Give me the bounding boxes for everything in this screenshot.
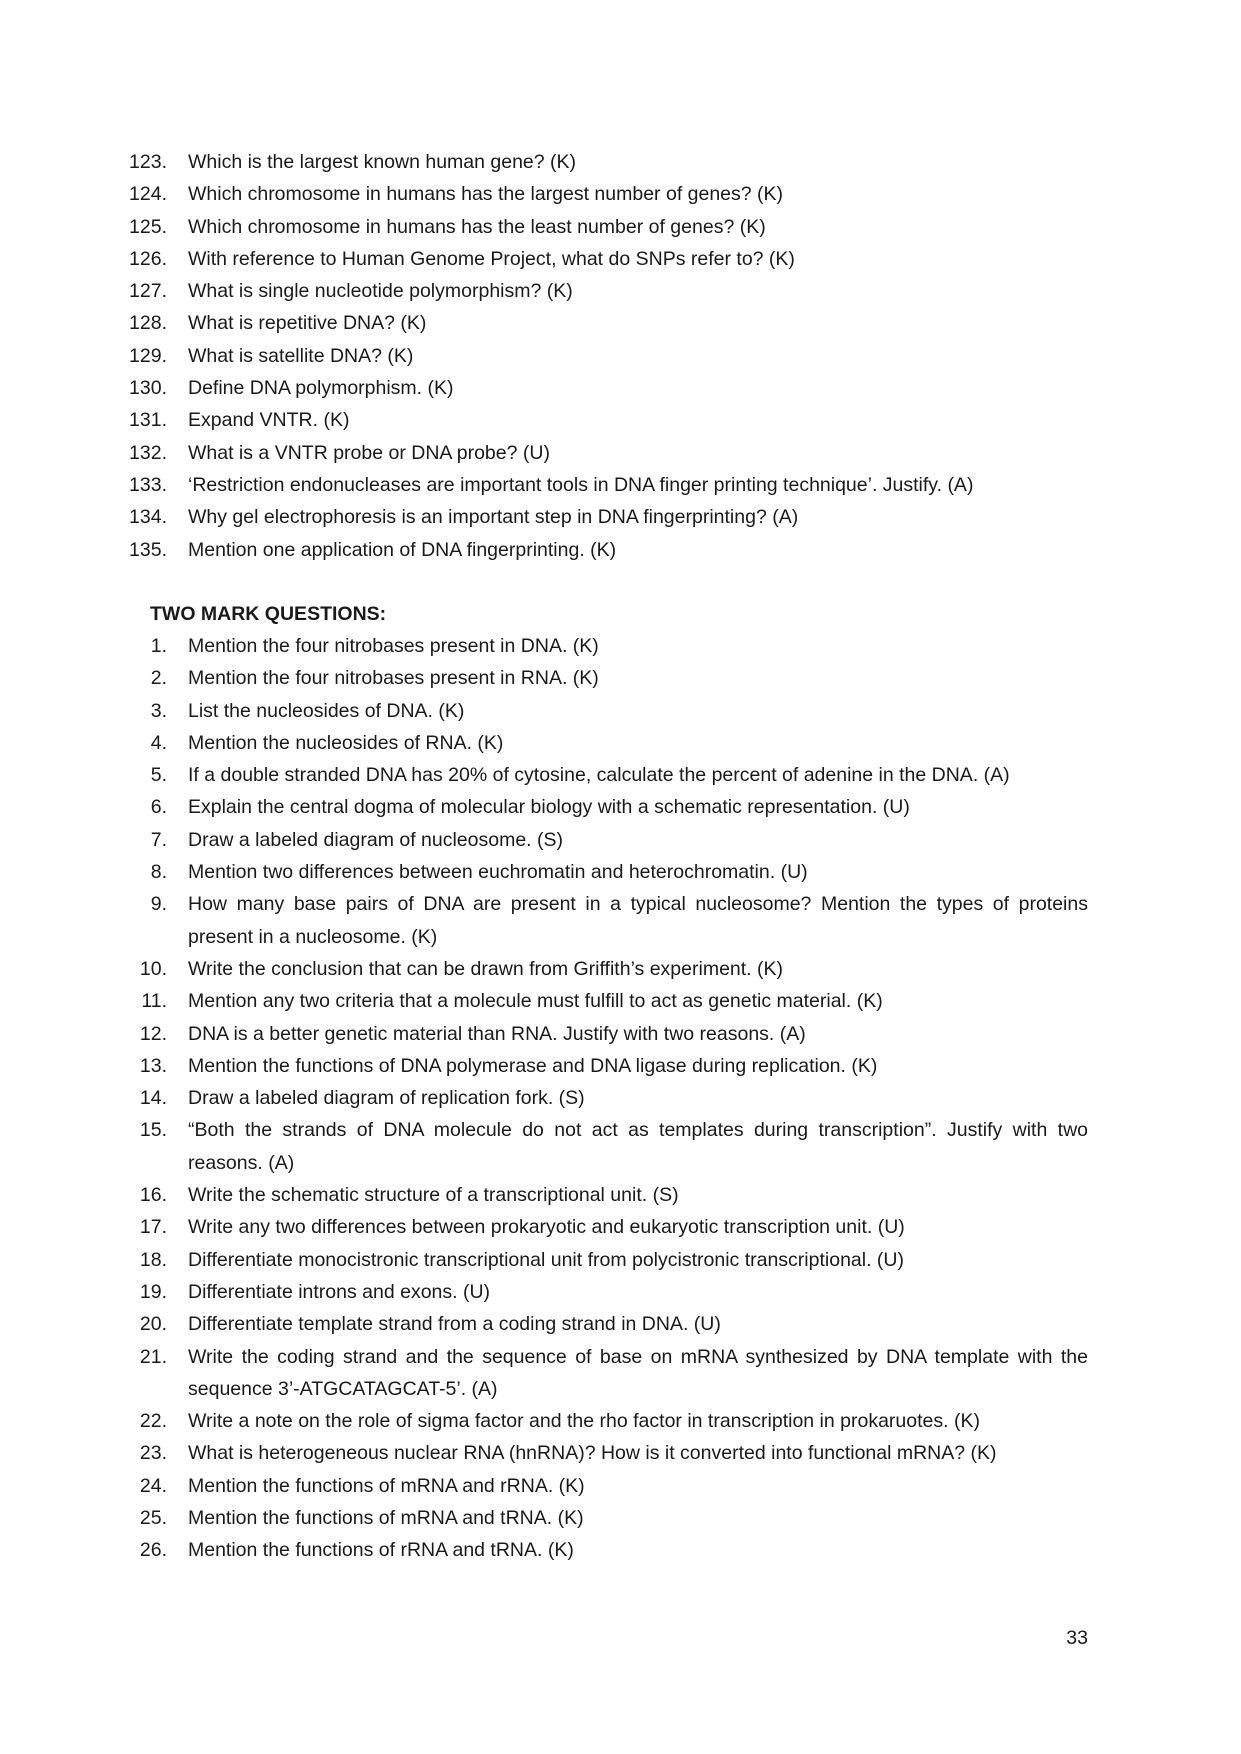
question-number: 8. xyxy=(150,861,167,884)
question-item xyxy=(0,1437,1241,1469)
question-number: 25. xyxy=(139,1507,167,1530)
question-item xyxy=(0,1534,1241,1566)
question-number: 1. xyxy=(150,635,167,657)
question-text: Differentiate monocistronic transcriptional unit from polycistronic transcriptional. (U) xyxy=(188,1248,904,1271)
question-number: 5. xyxy=(150,764,167,787)
question-item xyxy=(0,501,1241,533)
question-number: 24. xyxy=(139,1474,167,1497)
question-text: Explain the central dogma of molecular biology with a schematic representation. (U) xyxy=(188,796,910,819)
question-text: Mention the four nitrobases present in RNA. (K) xyxy=(188,667,599,690)
question-text: List the nucleosides of DNA. (K) xyxy=(188,699,465,722)
question-item xyxy=(0,1276,1241,1308)
question-number: 6. xyxy=(150,796,167,819)
question-text: Mention the functions of DNA polymerase and DNA ligase during replication. (K) xyxy=(188,1054,878,1077)
question-number: 11. xyxy=(141,990,167,1013)
question-item xyxy=(0,146,1241,178)
question-text: Why gel electrophoresis is an important step in DNA fingerprinting? (A) xyxy=(188,506,799,529)
question-text: Mention the four nitrobases present in DNA. (K) xyxy=(188,635,599,657)
question-item xyxy=(0,340,1241,372)
question-number: 12. xyxy=(139,1022,167,1045)
question-text: ‘Restriction endonucleases are important tools in DNA finger printing technique’. Justify. (A) xyxy=(188,473,974,496)
question-item xyxy=(0,243,1241,275)
question-number: 125. xyxy=(129,215,167,238)
question-text: With reference to Human Genome Project, what do SNPs refer to? (K) xyxy=(188,247,795,270)
question-number: 10. xyxy=(139,957,167,980)
question-text: Write the conclusion that can be drawn from Griffith’s experiment. (K) xyxy=(188,957,784,980)
question-item xyxy=(0,372,1241,404)
question-item xyxy=(0,856,1241,888)
question-number: 124. xyxy=(129,183,167,206)
question-number: 18. xyxy=(139,1248,167,1271)
question-item xyxy=(0,1470,1241,1502)
question-number: 19. xyxy=(139,1280,167,1303)
question-number: 9. xyxy=(150,893,167,916)
question-item xyxy=(0,1405,1241,1437)
question-number: 130. xyxy=(129,377,167,400)
question-text: What is single nucleotide polymorphism? (K) xyxy=(188,280,573,303)
question-number: 3. xyxy=(150,699,167,722)
question-number: 21. xyxy=(139,1345,167,1368)
question-text: Mention the functions of mRNA and tRNA. (K) xyxy=(188,1507,584,1530)
question-item xyxy=(0,888,1241,953)
question-number: 20. xyxy=(139,1313,167,1336)
question-text: Mention the functions of rRNA and tRNA. (K) xyxy=(188,1539,574,1562)
question-text: Mention any two criteria that a molecule must fulfill to act as genetic material. (K) xyxy=(188,990,883,1013)
question-item xyxy=(0,404,1241,436)
question-item xyxy=(0,1244,1241,1276)
question-item xyxy=(0,1082,1241,1114)
question-item xyxy=(0,695,1241,727)
question-text: DNA is a better genetic material than RNA. Justify with two reasons. (A) xyxy=(188,1022,806,1045)
question-number: 26. xyxy=(139,1539,167,1562)
question-number: 133. xyxy=(129,473,167,496)
question-number: 2. xyxy=(150,667,167,690)
question-number: 23. xyxy=(139,1442,167,1465)
question-text: Define DNA polymorphism. (K) xyxy=(188,377,454,400)
question-list-one-mark xyxy=(0,146,1241,566)
question-number: 15. xyxy=(139,1119,167,1142)
question-text: What is satellite DNA? (K) xyxy=(188,344,414,367)
question-number: 14. xyxy=(139,1087,167,1110)
question-item xyxy=(0,437,1241,469)
question-item xyxy=(0,985,1241,1017)
question-number: 129. xyxy=(129,344,167,367)
question-number: 123. xyxy=(129,151,167,173)
question-text: What is repetitive DNA? (K) xyxy=(188,312,427,335)
question-item xyxy=(0,791,1241,823)
question-text: Mention the functions of mRNA and rRNA. (K) xyxy=(188,1474,585,1497)
question-text: Which is the largest known human gene? (K) xyxy=(188,151,577,173)
question-text: Write a note on the role of sigma factor and the rho factor in transcription in prokaruotes. (K) xyxy=(188,1410,980,1433)
question-number: 126. xyxy=(129,247,167,270)
question-list-two-mark xyxy=(0,630,1241,1567)
question-text: What is heterogeneous nuclear RNA (hnRNA)? How is it converted into functional mRNA? (K) xyxy=(188,1442,997,1465)
question-number: 4. xyxy=(150,731,167,754)
question-item xyxy=(0,953,1241,985)
question-text: Expand VNTR. (K) xyxy=(188,409,350,432)
question-number: 13. xyxy=(139,1054,167,1077)
question-item xyxy=(0,1050,1241,1082)
question-number: 132. xyxy=(129,441,167,464)
question-text: Mention the nucleosides of RNA. (K) xyxy=(188,731,504,754)
question-item xyxy=(0,759,1241,791)
question-number: 17. xyxy=(139,1216,167,1239)
question-text: Draw a labeled diagram of nucleosome. (S) xyxy=(188,828,564,851)
question-item xyxy=(0,727,1241,759)
question-item xyxy=(0,211,1241,243)
question-text: If a double stranded DNA has 20% of cytosine, calculate the percent of adenine in the DNA. (A) xyxy=(188,764,1010,787)
question-item xyxy=(0,534,1241,566)
question-number: 135. xyxy=(129,538,167,561)
question-text: Which chromosome in humans has the least number of genes? (K) xyxy=(188,215,766,238)
question-text: Differentiate template strand from a coding strand in DNA. (U) xyxy=(188,1313,721,1336)
question-text: Mention two differences between euchromatin and heterochromatin. (U) xyxy=(188,861,808,884)
question-item xyxy=(0,1341,1241,1406)
question-number: 127. xyxy=(129,280,167,303)
question-item xyxy=(0,1018,1241,1050)
question-item xyxy=(0,178,1241,210)
question-text: Write the schematic structure of a transcriptional unit. (S) xyxy=(188,1184,679,1207)
question-text: Differentiate introns and exons. (U) xyxy=(188,1280,491,1303)
question-item xyxy=(0,824,1241,856)
question-number: 134. xyxy=(129,506,167,529)
question-number: 16. xyxy=(139,1184,167,1207)
question-text: Write any two differences between prokaryotic and eukaryotic transcription unit. (U) xyxy=(188,1216,905,1239)
question-text: Which chromosome in humans has the largest number of genes? (K) xyxy=(188,183,784,206)
question-number: 22. xyxy=(139,1410,167,1433)
question-text: Mention one application of DNA fingerprinting. (K) xyxy=(188,538,617,561)
question-text: How many base pairs of DNA are present in a typical nucleosome? Mention the types of proteins present in a nucleosome. (K) xyxy=(188,893,1088,948)
page-number: 33 xyxy=(1066,1627,1088,1649)
question-item xyxy=(0,1211,1241,1243)
question-text: “Both the strands of DNA molecule do not act as templates during transcription”. Justify with two reasons. (A) xyxy=(188,1119,1088,1174)
question-item xyxy=(0,630,1241,662)
question-item xyxy=(0,1179,1241,1211)
question-item xyxy=(0,1502,1241,1534)
question-text: What is a VNTR probe or DNA probe? (U) xyxy=(188,441,550,464)
question-item xyxy=(0,469,1241,501)
question-number: 131. xyxy=(129,409,167,432)
question-number: 128. xyxy=(129,312,167,335)
question-text: Write the coding strand and the sequence of base on mRNA synthesized by DNA template with the sequence 3’-ATGCATAGCAT-5’. (A) xyxy=(188,1345,1088,1400)
question-text: Draw a labeled diagram of replication fork. (S) xyxy=(188,1087,585,1110)
question-number: 7. xyxy=(150,828,167,851)
question-item xyxy=(0,1114,1241,1179)
question-item xyxy=(0,662,1241,694)
question-item xyxy=(0,307,1241,339)
question-item xyxy=(0,1308,1241,1340)
section-heading-two-mark: TWO MARK QUESTIONS: xyxy=(150,603,387,625)
question-item xyxy=(0,275,1241,307)
